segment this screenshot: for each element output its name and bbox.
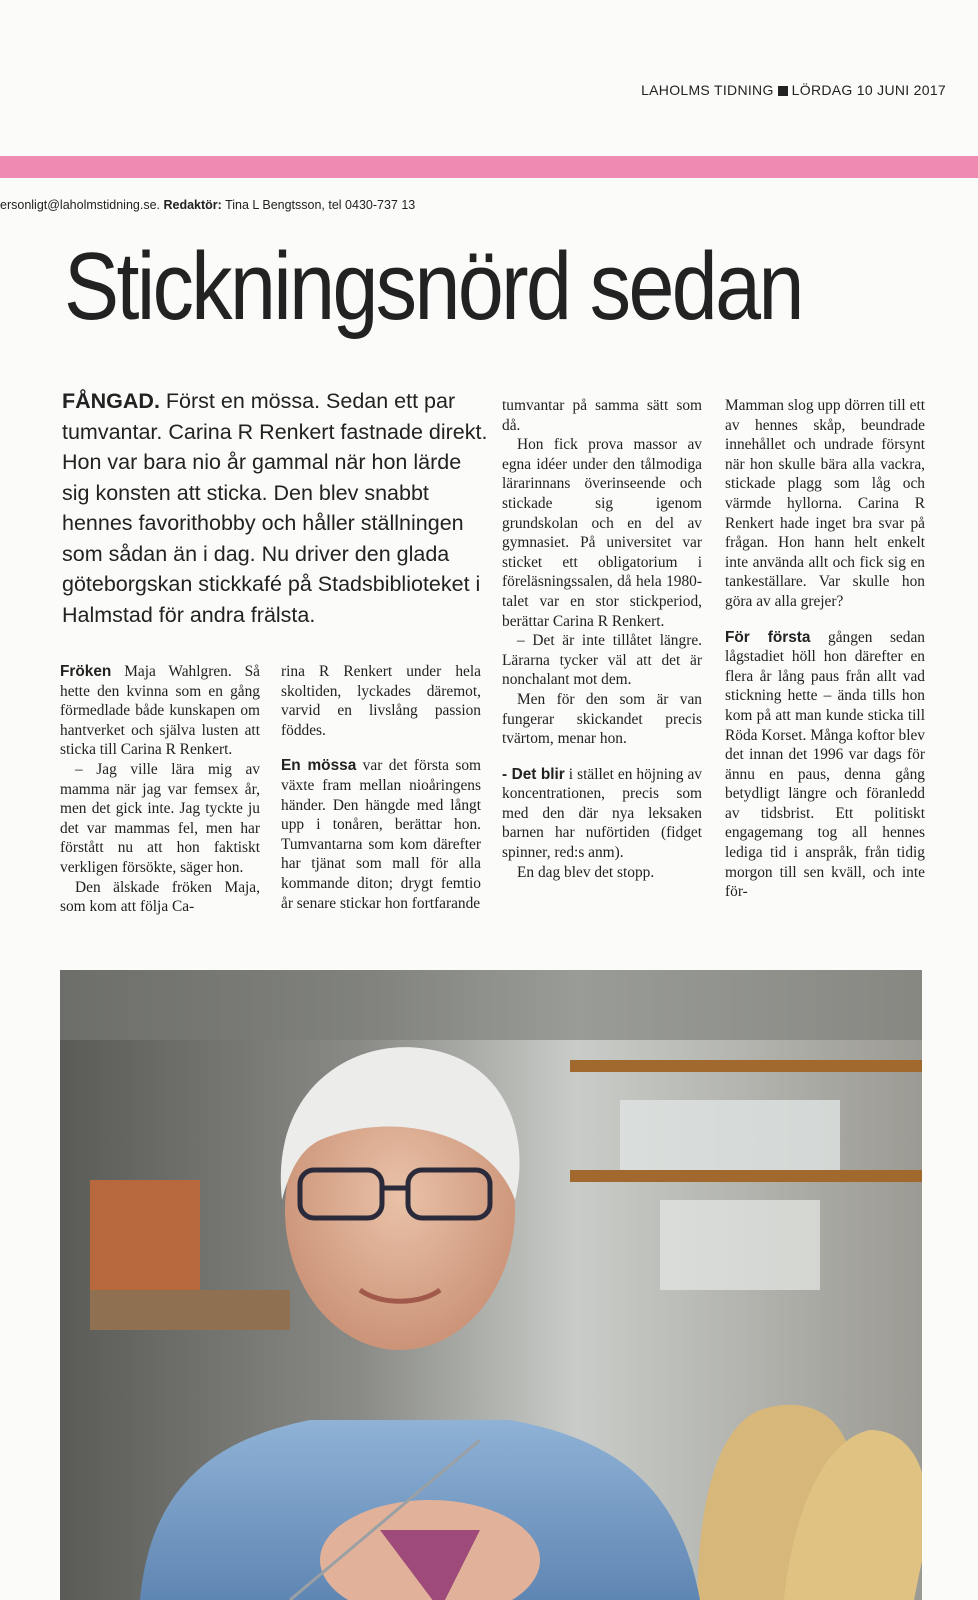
paragraph-text: var det första som växte fram mellan nioåringens händer. Den hängde med långt upp i tonåren, berättar hon. Tumvantarna som kom därefter har tjänat som mall för alla kommande diton; drygt femtio år senare stickar hon fortfarande [281, 757, 481, 912]
paragraph-text: i stället en höjning av koncentrationen, precis som med den där nya leksaken barnen har nuförtiden (fidget spinner, red:s anm). [502, 765, 702, 862]
lead-text: Först en mössa. Sedan ett par tumvantar. Carina R Renkert fastnade direkt. Hon var bara nio år gammal när hon lärde sig konsten att sticka. Den blev snabbt hennes favorithobby och håller ställningen som sådan än i dag. Nu driver den glada göteborgskan stickkafé på Stadsbiblioteket i Halmstad för andra frälsta. [62, 389, 488, 627]
issue-date: LÖRDAG 10 JUNI 2017 [791, 82, 946, 98]
paragraph: – Jag ville lära mig av mamma när jag var femsex år, men det gick inte. Jag tyckte ju det var mammas fel, men har förstått nu att hon faktiskt verkligen försökte, säger hon. [60, 760, 260, 876]
shelf-boxes [90, 1180, 200, 1290]
wooden-shelf [570, 1060, 922, 1072]
separator-square-icon [778, 86, 788, 96]
paragraph-text: tumvantar på samma sätt som då. [502, 397, 702, 434]
article-photo [60, 970, 922, 1600]
portrait-photo-illustration [60, 970, 922, 1600]
paragraph [281, 756, 481, 913]
lead-words: En mössa [281, 757, 357, 775]
lead-kicker: FÅNGAD. [62, 389, 160, 413]
article-headline: Stickningsnörd sedan [64, 233, 802, 340]
section-color-bar [0, 156, 978, 178]
paragraph-text: gången sedan lågstadiet höll hon därefter en flera år lång paus från allt vad stickning hette – ända tills hon kom på att man kunde sticka till Röda Korset. Många koftor blev det innan det 1996 var dags för ännu en paus, denna gång betydligt längre och föranledd av tidsbrist. Ett politiskt engagemang tog all hennes lediga tid i anspråk, från tidig morgon till sen kväll, och inte för- [725, 628, 925, 901]
paragraph [60, 878, 260, 917]
body-column-1 [60, 662, 260, 917]
paragraph [281, 662, 481, 740]
editor-label: Redaktör: [163, 198, 222, 212]
paragraph-text: rina R Renkert under hela skoltiden, lyckades däremot, varvid en livslång passion föddes. [281, 663, 481, 739]
paper-name: LAHOLMS TIDNING [641, 82, 774, 98]
editor-name: Tina L Bengtsson, tel 0430-737 13 [225, 198, 416, 212]
body-column-3 [502, 396, 702, 882]
paragraph [502, 396, 702, 435]
paragraph: Men för den som är van fungerar skickandet precis tvärtom, menar hon. [502, 690, 702, 748]
paragraph [725, 628, 925, 902]
body-column-4 [725, 396, 925, 902]
paragraph-text: Mamman slog upp dörren till ett av hennes skåp, beundrade innehållet och undrade försynt när hon skulle bära alla vackra, stickade plagg som låg och värmde hyllorna. Carina R Renkert hade inget bra svar på frågan. Hon hann helt enkelt inte använda allt och fick sig en tankeställare. Var skulle hon göra av alla grejer? [725, 397, 925, 610]
paragraph [502, 765, 702, 863]
masthead [641, 82, 946, 98]
paragraph [502, 863, 702, 883]
paragraph [725, 396, 925, 612]
paragraph-text: Den älskade fröken Maja, som kom att följa Ca- [60, 878, 260, 916]
contact-line [0, 198, 415, 212]
paragraph-text: Maja Wahlgren. Så hette den kvinna som en gång förmedlade både kunskapen om hantverket och själva lusten att sticka till Carina R Renkert. [60, 663, 260, 759]
paragraph: Hon fick prova massor av egna idéer under den tålmodiga lärarinnans överinseende och stickade sig igenom grundskolan och en del av gymnasiet. På universitet var sticket ett obligatorium i föreläsningssalen, då hela 1980-talet var en stor stickperiod, berättar Carina R Renkert. [502, 436, 702, 630]
paragraph-text: En dag blev det stopp. [517, 863, 655, 881]
paragraph [60, 662, 260, 760]
lead-words: - Det blir [502, 765, 565, 783]
lead-words: Fröken [60, 663, 112, 680]
contact-email: ersonligt@laholmstidning.se. [0, 198, 160, 212]
paragraph: – Det är inte tillåtet längre. Lärarna tycker väl att det är nonchalant mot dem. [502, 632, 702, 689]
lead-words: För första [725, 628, 811, 646]
article-lead [62, 386, 492, 630]
body-column-2 [281, 662, 481, 913]
